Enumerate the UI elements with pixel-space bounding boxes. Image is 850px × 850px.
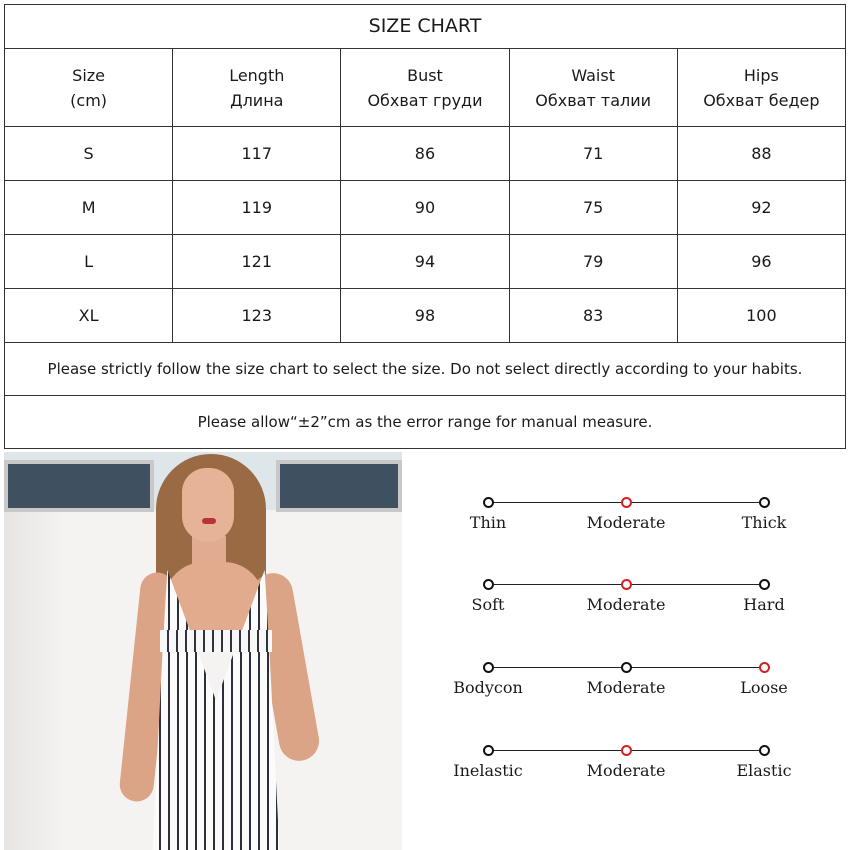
scale-label: Thin (469, 513, 507, 532)
cell-size: XL (5, 289, 173, 343)
column-header-line-2: Обхват бедер (703, 90, 820, 110)
scale-dot-selected (759, 662, 770, 673)
model-face (182, 468, 234, 542)
column-header-line-1: Waist (571, 65, 615, 85)
column-header-line-1: Size (72, 65, 106, 85)
fabric-attribute-scales (430, 470, 846, 840)
scale-dot (759, 579, 770, 590)
column-header-waist (509, 49, 677, 127)
photo-wall-shade (4, 512, 64, 850)
scale-label: Loose (740, 678, 788, 697)
photo-window (4, 460, 154, 512)
cell-waist: 79 (509, 235, 677, 289)
scale-label: Moderate (586, 761, 666, 780)
scale-label: Moderate (586, 678, 666, 697)
column-header-line-1: Bust (407, 65, 443, 85)
column-header-line-2: Обхват талии (535, 90, 652, 110)
scale-label: Moderate (586, 595, 666, 614)
scale-dot (483, 662, 494, 673)
column-header-hips (677, 49, 845, 127)
scale-label: Moderate (586, 513, 666, 532)
scale-dot (483, 579, 494, 590)
cell-length: 123 (173, 289, 341, 343)
table-row (5, 235, 846, 289)
measure-error-note: Please allow“±2”cm as the error range for manual measure. (5, 396, 846, 449)
column-header-line-1: Hips (743, 65, 779, 85)
scale-label: Bodycon (453, 678, 523, 697)
size-note: Please strictly follow the size chart to select the size. Do not select directly according to your habits. (5, 343, 846, 396)
product-photo (4, 452, 402, 850)
column-header-size (5, 49, 173, 127)
cell-hips: 88 (677, 127, 845, 181)
softness-scale (430, 552, 846, 612)
scale-label: Thick (741, 513, 787, 532)
column-header-bust (341, 49, 509, 127)
elasticity-scale (430, 718, 846, 778)
photo-window (276, 460, 402, 512)
size-chart-title: SIZE CHART (5, 5, 846, 49)
column-header-line-2: (cm) (70, 90, 108, 110)
cell-hips: 100 (677, 289, 845, 343)
cell-hips: 92 (677, 181, 845, 235)
scale-dot (483, 497, 494, 508)
cell-waist: 75 (509, 181, 677, 235)
cell-size: M (5, 181, 173, 235)
model-lips (202, 518, 216, 524)
table-row (5, 181, 846, 235)
table-row (5, 127, 846, 181)
scale-dot-selected (621, 579, 632, 590)
scale-dot (759, 745, 770, 756)
cell-size: L (5, 235, 173, 289)
cell-size: S (5, 127, 173, 181)
cell-waist: 83 (509, 289, 677, 343)
scale-dot-selected (621, 497, 632, 508)
scale-dot (759, 497, 770, 508)
thickness-scale (430, 470, 846, 530)
scale-dot (621, 662, 632, 673)
scale-dot (483, 745, 494, 756)
scale-label: Elastic (736, 761, 792, 780)
cell-bust: 86 (341, 127, 509, 181)
size-chart-table (4, 4, 846, 449)
cell-bust: 90 (341, 181, 509, 235)
cell-bust: 94 (341, 235, 509, 289)
cell-bust: 98 (341, 289, 509, 343)
cell-length: 117 (173, 127, 341, 181)
column-header-line-1: Length (229, 65, 285, 85)
cell-length: 121 (173, 235, 341, 289)
jumpsuit-waistband (160, 630, 272, 652)
scale-dot-selected (621, 745, 632, 756)
cell-hips: 96 (677, 235, 845, 289)
table-row (5, 289, 846, 343)
column-header-line-2: Обхват груди (367, 90, 483, 110)
scale-label: Soft (471, 595, 505, 614)
fit-scale (430, 635, 846, 695)
cell-waist: 71 (509, 127, 677, 181)
cell-length: 119 (173, 181, 341, 235)
column-header-line-2: Длина (230, 90, 284, 110)
scale-label: Hard (743, 595, 785, 614)
scale-label: Inelastic (453, 761, 523, 780)
column-header-length (173, 49, 341, 127)
